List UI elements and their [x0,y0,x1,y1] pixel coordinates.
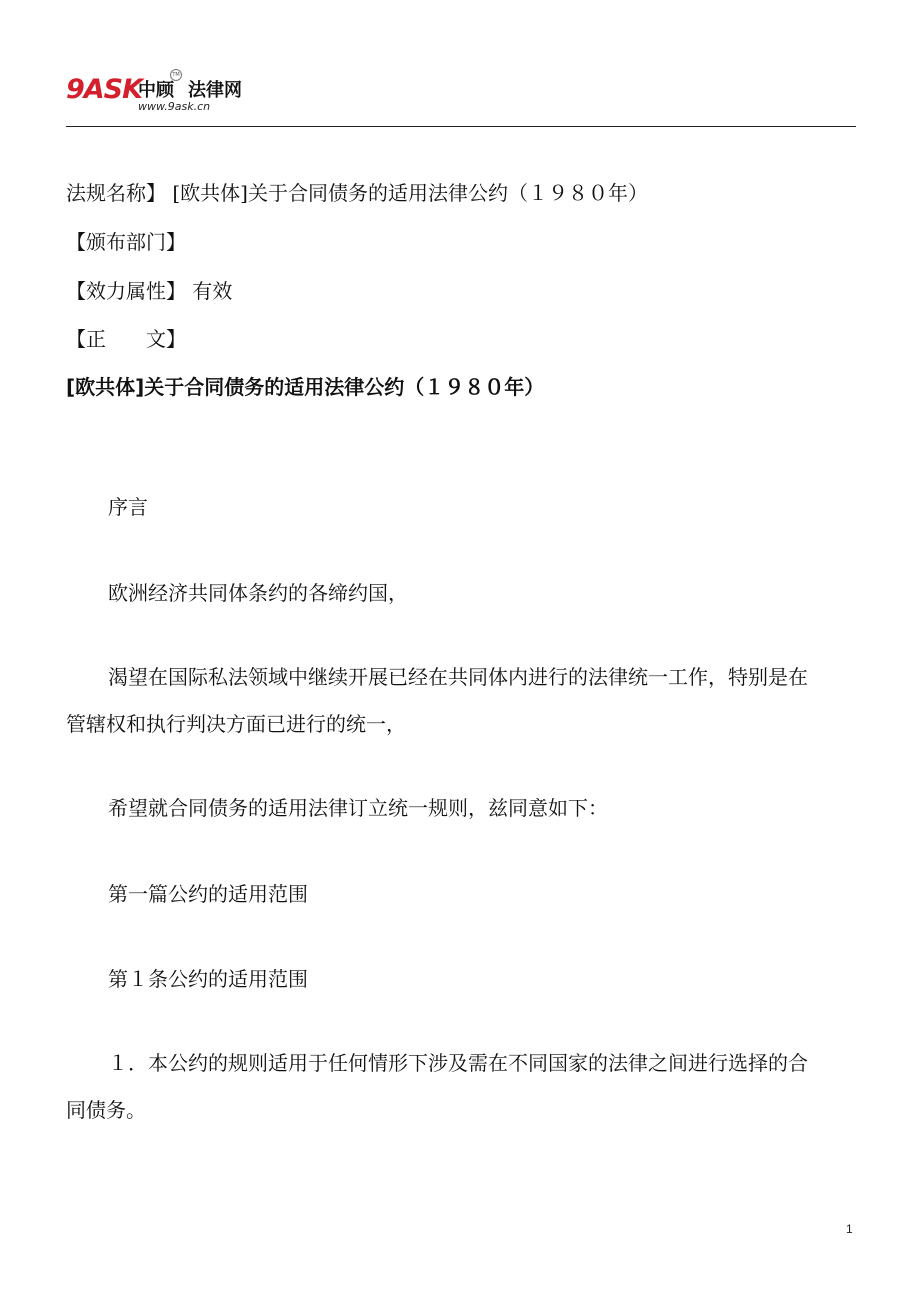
preamble-paragraph-2-line-1: 渴望在国际私法领域中继续开展已经在共同体内进行的法律统一工作，特别是在 [108,665,808,689]
page-header [66,68,856,127]
logo-cn-part-1: 中顾 [138,80,174,101]
issuing-department: 【颁布部门】 [66,230,186,254]
body-label: 【正 文】 [66,327,186,351]
preamble-paragraph-2-line-2: 管辖权和执行判决方面已进行的统一， [66,712,406,736]
logo-mark: 9ASK [66,74,143,105]
preamble-paragraph-1: 欧洲经济共同体条约的各缔约国， [108,581,408,605]
article-1-clause-1-line-1: １．本公约的规则适用于任何情形下涉及需在不同国家的法律之间进行选择的合 [108,1051,808,1075]
page-number: 1 [846,1222,853,1236]
law-name: 法规名称】 [欧共体]关于合同债务的适用法律公约（１９８０年） [66,181,648,205]
part-1-heading: 第一篇公约的适用范围 [108,882,308,906]
logo-cn-part-2: 法律网 [188,80,242,101]
preamble-paragraph-3: 希望就合同债务的适用法律订立统一规则，兹同意如下： [108,796,608,820]
trademark-icon: TM [170,69,182,81]
preamble-heading: 序言 [108,495,148,519]
article-1-heading: 第１条公约的适用范围 [108,967,308,991]
document-title: [欧共体]关于合同债务的适用法律公约（１９８０年） [66,375,545,399]
site-logo[interactable] [66,68,266,118]
logo-url: www.9ask.cn [138,100,211,113]
article-1-clause-1-line-2: 同债务。 [66,1098,146,1122]
logo-chinese-name [138,76,242,102]
validity-status: 【效力属性】 有效 [66,279,233,303]
